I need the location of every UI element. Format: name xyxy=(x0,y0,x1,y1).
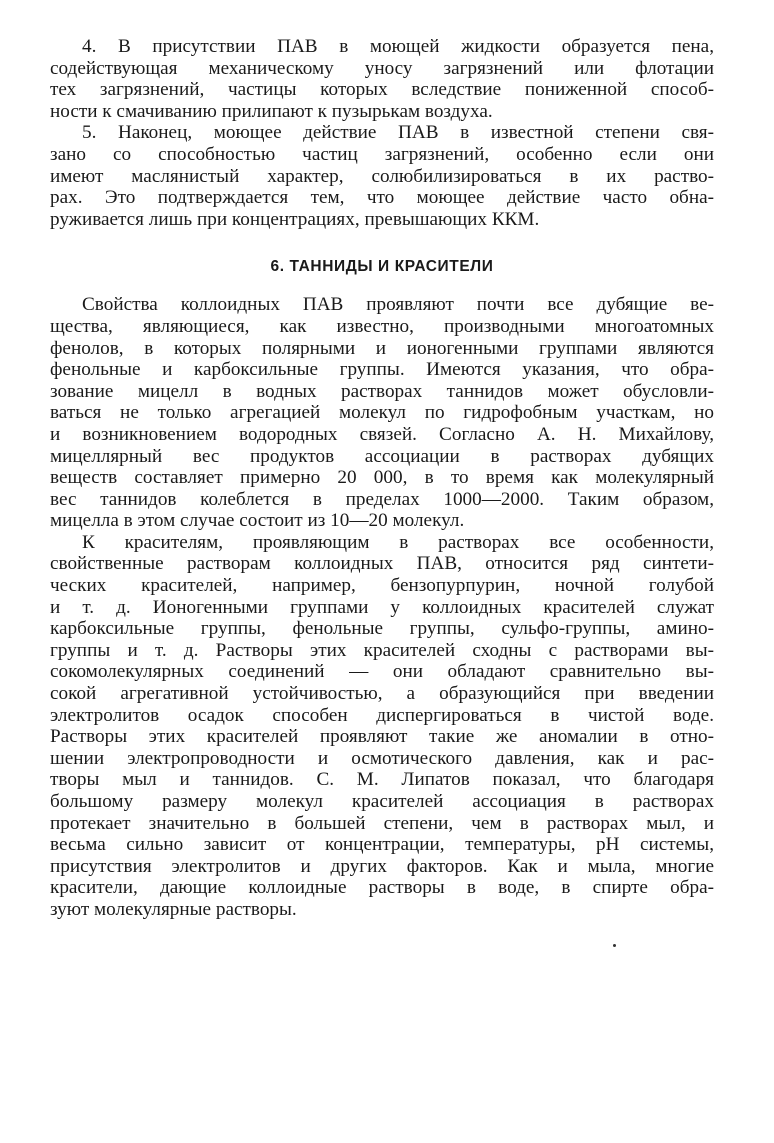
section-heading: 6. ТАННИДЫ И КРАСИТЕЛИ xyxy=(270,258,494,276)
text-line: шении электропроводности и осмотического давления, как и рас- xyxy=(50,747,714,769)
text-line: протекает значительно в большей степени, чем в растворах мыл, и xyxy=(50,812,714,834)
page-content xyxy=(50,36,714,921)
paragraph-4 xyxy=(50,36,714,122)
text-line: 4. В присутствии ПАВ в моющей жидкости образуется пена, xyxy=(82,36,714,57)
text-line: фенольные и карбоксильные группы. Имеются указания, что обра- xyxy=(50,359,714,381)
text-line: ности к смачиванию прилипают к пузырькам воздуха. xyxy=(50,100,493,122)
text-line: Растворы этих красителей проявляют такие же аномалии в отно- xyxy=(50,726,714,748)
text-line: красители, дающие коллоидные растворы в воде, в спирте обра- xyxy=(50,877,714,899)
paragraph-dyes xyxy=(50,532,714,921)
text-line: 5. Наконец, моющее действие ПАВ в известной степени свя- xyxy=(82,122,714,144)
text-line: творы мыл и таннидов. С. М. Липатов показал, что благодаря xyxy=(50,769,714,791)
text-line: рах. Это подтверждается тем, что моющее действие часто обна- xyxy=(50,187,714,209)
text-line: веществ составляет примерно 20 000, в то время как молекулярный xyxy=(50,467,714,489)
text-line: ческих красителей, например, бензопурпурин, ночной голубой xyxy=(50,575,714,597)
text-line: ваться не только агрегацией молекул по гидрофобным участкам, но xyxy=(50,402,714,424)
text-line: электролитов осадок способен диспергироваться в чистой воде. xyxy=(50,704,714,726)
text-line: весьма сильно зависит от концентрации, температуры, pH системы, xyxy=(50,834,714,856)
paragraph-5 xyxy=(50,122,714,230)
text-line: вес таннидов колеблется в пределах 1000—2000. Таким образом, xyxy=(50,488,714,510)
text-line: сокой агрегативной устойчивостью, а образующийся при введении xyxy=(50,683,714,705)
text-line: и т. д. Ионогенными группами у коллоидных красителей служат xyxy=(50,596,714,618)
text-line: зано со способностью частиц загрязнений, особенно если они xyxy=(50,143,714,165)
text-line: свойственные растворам коллоидных ПАВ, относится ряд синтети- xyxy=(50,553,714,575)
text-line: щества, являющиеся, как известно, производными многоатомных xyxy=(50,315,714,337)
text-line: зуют молекулярные растворы. xyxy=(50,898,297,920)
text-line: мицеллярный вес продуктов ассоциации в растворах дубящих xyxy=(50,445,714,467)
text-line: присутствия электролитов и других факторов. Как и мыла, многие xyxy=(50,855,714,877)
text-line: карбоксильные группы, фенольные группы, сульфо-группы, амино- xyxy=(50,618,714,640)
text-line: большому размеру молекул красителей ассоциация в растворах xyxy=(50,791,714,812)
text-line: К красителям, проявляющим в растворах все особенности, xyxy=(82,531,714,553)
text-line: тех загрязнений, частицы которых вследствие пониженной способ- xyxy=(50,79,714,101)
text-line: содействующая механическому уносу загрязнений или флотации xyxy=(50,57,714,79)
text-line: Свойства коллоидных ПАВ проявляют почти все дубящие ве- xyxy=(82,294,714,316)
text-line: сокомолекулярных соединений — они обладают сравнительно вы- xyxy=(50,661,714,683)
paragraph-tannins xyxy=(50,294,714,532)
print-speck xyxy=(613,944,616,947)
text-line: группы и т. д. Растворы этих красителей сходны с растворами вы- xyxy=(50,639,714,661)
text-line: мицелла в этом случае состоит из 10—20 молекул. xyxy=(50,510,465,532)
text-line: имеют маслянистый характер, солюбилизироваться в их раство- xyxy=(50,165,714,187)
text-line: фенолов, в которых полярными и ионогенными группами являются xyxy=(50,337,714,359)
text-line: руживается лишь при концентрациях, превышающих ККМ. xyxy=(50,208,540,230)
text-line: и возникновением водородных связей. Согласно А. Н. Михайлову, xyxy=(50,423,714,445)
text-line: зование мицелл в водных растворах таннидов может обусловли- xyxy=(50,380,714,402)
